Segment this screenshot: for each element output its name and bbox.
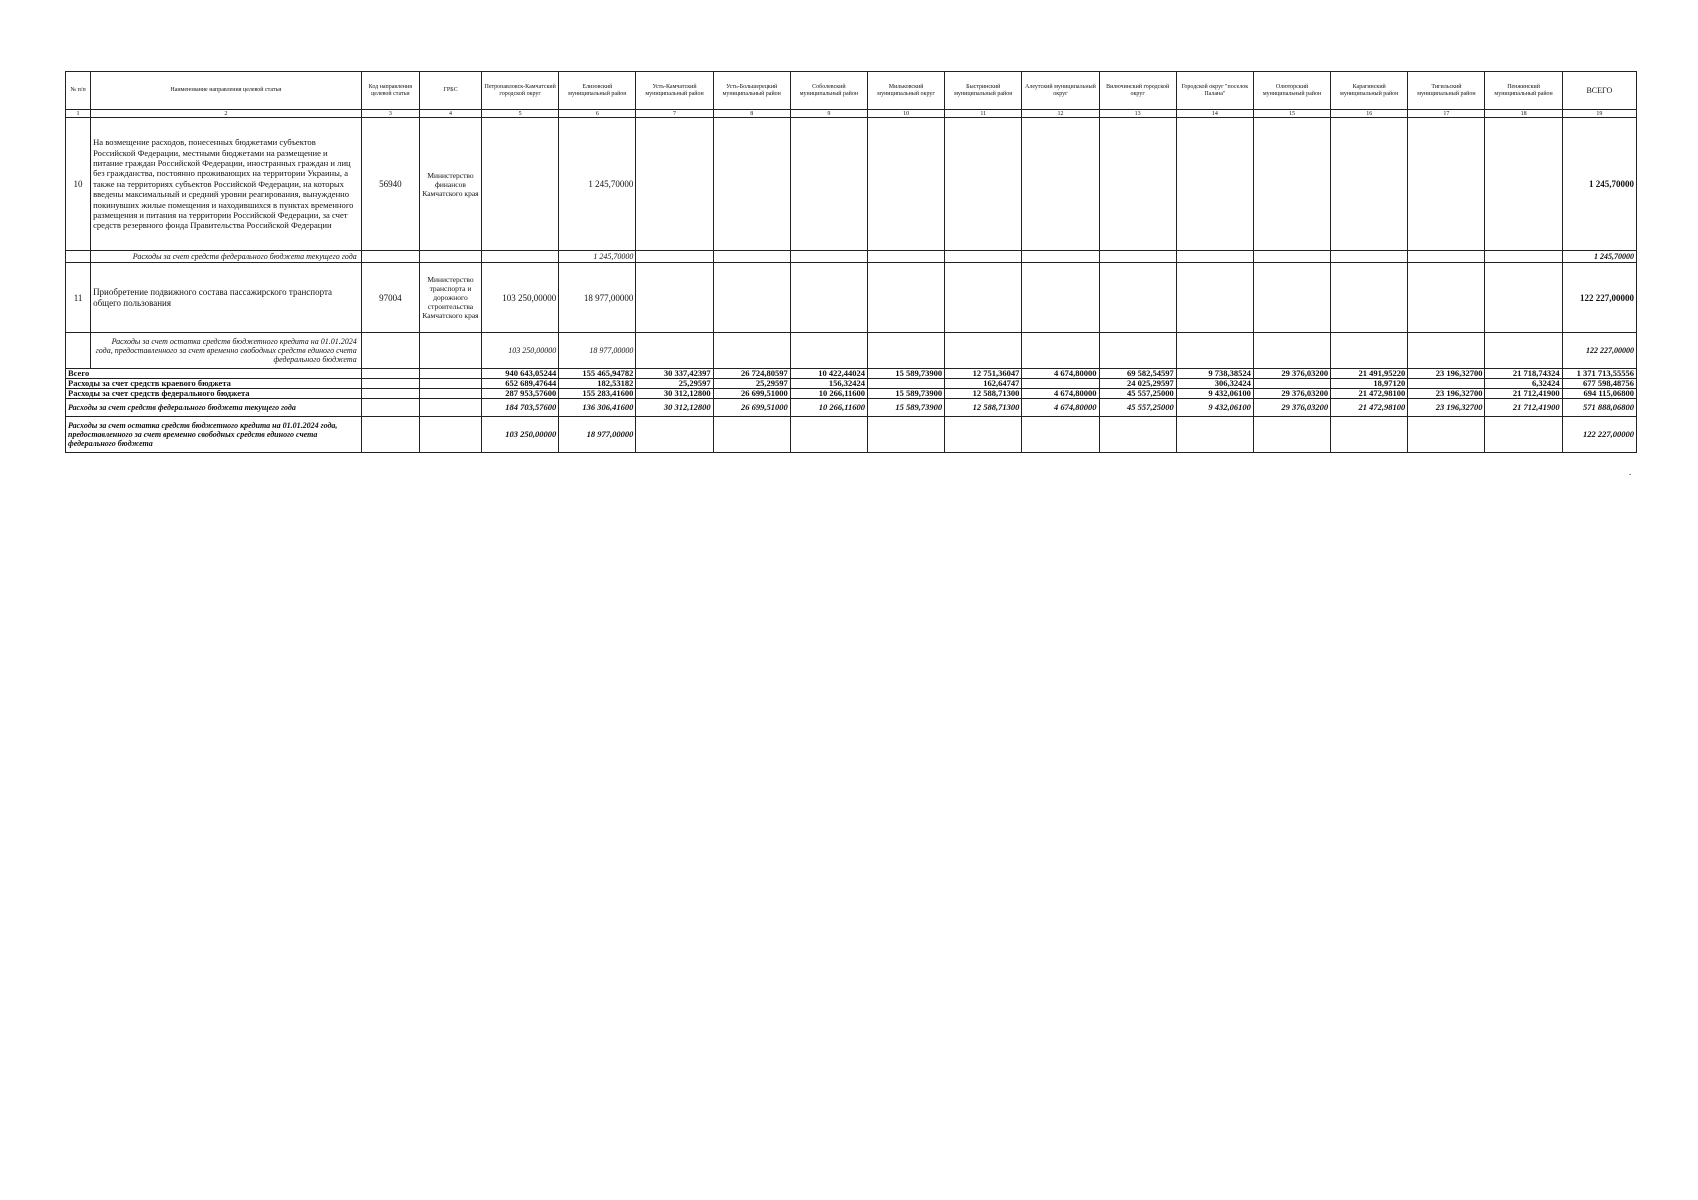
value-cell bbox=[1099, 118, 1176, 251]
value-cell bbox=[636, 118, 713, 251]
totals-value-cell: 15 589,73900 bbox=[867, 389, 944, 399]
totals-grand-total: 677 598,48756 bbox=[1562, 379, 1636, 389]
header-cell: № п/п bbox=[66, 72, 91, 110]
value-cell bbox=[1253, 333, 1330, 369]
totals-value-cell: 26 699,51000 bbox=[713, 399, 790, 417]
totals-row bbox=[66, 379, 1637, 389]
totals-label: Расходы за счет средств краевого бюджета bbox=[66, 379, 362, 389]
totals-value-cell: 21 712,41900 bbox=[1485, 399, 1562, 417]
column-number-row bbox=[66, 110, 1637, 118]
totals-value-cell: 21 718,74324 bbox=[1485, 369, 1562, 379]
totals-value-cell: 25,29597 bbox=[636, 379, 713, 389]
totals-value-cell bbox=[1176, 417, 1253, 453]
totals-value-cell bbox=[867, 379, 944, 389]
totals-value-cell: 12 588,71300 bbox=[945, 389, 1022, 399]
header-row bbox=[66, 72, 1637, 110]
value-cell bbox=[1485, 263, 1562, 333]
row-code: 97004 bbox=[361, 263, 419, 333]
value-cell bbox=[867, 333, 944, 369]
header-cell: Соболевский муниципальный район bbox=[790, 72, 867, 110]
value-cell bbox=[1099, 251, 1176, 263]
totals-value-cell: 10 266,11600 bbox=[790, 389, 867, 399]
header-cell: Алеутский муниципальный округ bbox=[1022, 72, 1099, 110]
row-grbs: Министерство финансов Камчатского края bbox=[419, 118, 481, 251]
totals-value-cell bbox=[1022, 417, 1099, 453]
value-cell bbox=[1253, 263, 1330, 333]
totals-value-cell: 30 312,12800 bbox=[636, 389, 713, 399]
table-row bbox=[66, 118, 1637, 251]
totals-value-cell bbox=[1253, 417, 1330, 453]
subrow-name: Расходы за счет остатка средств бюджетного кредита на 01.01.2024 года, предоставленного за счет временно свободных средств единого счета федерального бюджета bbox=[91, 333, 362, 369]
totals-value-cell: 9 432,06100 bbox=[1176, 399, 1253, 417]
row-number: 10 bbox=[66, 118, 91, 251]
header-cell: Карагинский муниципальный район bbox=[1331, 72, 1408, 110]
empty-cell bbox=[66, 251, 91, 263]
totals-section bbox=[66, 369, 1637, 453]
value-cell bbox=[790, 118, 867, 251]
value-cell bbox=[1099, 263, 1176, 333]
totals-grand-total: 122 227,00000 bbox=[1562, 417, 1636, 453]
empty-cell bbox=[361, 333, 419, 369]
totals-value-cell: 12 588,71300 bbox=[945, 399, 1022, 417]
column-number: 14 bbox=[1176, 110, 1253, 118]
value-cell bbox=[790, 263, 867, 333]
header-cell: Усть-Камчатский муниципальный район bbox=[636, 72, 713, 110]
value-cell bbox=[636, 263, 713, 333]
column-number: 6 bbox=[559, 110, 636, 118]
value-cell bbox=[867, 263, 944, 333]
column-number: 19 bbox=[1562, 110, 1636, 118]
subrow-name: Расходы за счет средств федерального бюджета текущего года bbox=[91, 251, 362, 263]
value-cell bbox=[945, 263, 1022, 333]
totals-row bbox=[66, 389, 1637, 399]
column-number: 9 bbox=[790, 110, 867, 118]
value-cell bbox=[1485, 333, 1562, 369]
totals-value-cell: 21 472,98100 bbox=[1331, 399, 1408, 417]
totals-value-cell: 25,29597 bbox=[713, 379, 790, 389]
totals-value-cell: 30 312,12800 bbox=[636, 399, 713, 417]
value-cell bbox=[1253, 118, 1330, 251]
totals-row bbox=[66, 399, 1637, 417]
header-cell: Усть-Большерецкий муниципальный район bbox=[713, 72, 790, 110]
value-cell bbox=[1176, 118, 1253, 251]
column-number: 5 bbox=[482, 110, 559, 118]
totals-value-cell bbox=[790, 417, 867, 453]
column-number: 17 bbox=[1408, 110, 1485, 118]
scan-mark: . bbox=[1629, 467, 1632, 477]
value-cell bbox=[1253, 251, 1330, 263]
header-cell: Мильковский муниципальный округ bbox=[867, 72, 944, 110]
column-number: 16 bbox=[1331, 110, 1408, 118]
value-cell bbox=[713, 333, 790, 369]
value-cell: 18 977,00000 bbox=[559, 263, 636, 333]
totals-value-cell: 21 712,41900 bbox=[1485, 389, 1562, 399]
budget-table bbox=[65, 71, 1637, 453]
totals-value-cell: 18 977,00000 bbox=[559, 417, 636, 453]
subrow-total: 122 227,00000 bbox=[1562, 333, 1636, 369]
value-cell: 1 245,70000 bbox=[559, 118, 636, 251]
value-cell bbox=[1485, 251, 1562, 263]
value-cell bbox=[867, 118, 944, 251]
value-cell bbox=[1176, 333, 1253, 369]
value-cell bbox=[482, 118, 559, 251]
totals-value-cell: 23 196,32700 bbox=[1408, 369, 1485, 379]
totals-label: Расходы за счет средств федерального бюджета текущего года bbox=[66, 399, 362, 417]
row-total: 122 227,00000 bbox=[1562, 263, 1636, 333]
totals-value-cell bbox=[713, 417, 790, 453]
totals-grand-total: 694 115,06800 bbox=[1562, 389, 1636, 399]
value-cell bbox=[713, 263, 790, 333]
value-cell bbox=[1022, 263, 1099, 333]
row-name: Приобретение подвижного состава пассажирского транспорта общего пользования bbox=[91, 263, 362, 333]
header-cell: Вилючинский городской округ bbox=[1099, 72, 1176, 110]
totals-value-cell: 103 250,00000 bbox=[482, 417, 559, 453]
totals-value-cell bbox=[1331, 417, 1408, 453]
value-cell bbox=[1176, 251, 1253, 263]
header-cell: Код направления целевой статьи bbox=[361, 72, 419, 110]
value-cell bbox=[636, 333, 713, 369]
header-cell: Быстринский муниципальный район bbox=[945, 72, 1022, 110]
totals-value-cell: 9 738,38524 bbox=[1176, 369, 1253, 379]
totals-value-cell: 136 306,41600 bbox=[559, 399, 636, 417]
row-total: 1 245,70000 bbox=[1562, 118, 1636, 251]
totals-value-cell bbox=[1253, 379, 1330, 389]
empty-cell bbox=[419, 417, 481, 453]
totals-value-cell: 45 557,25000 bbox=[1099, 389, 1176, 399]
value-cell: 18 977,00000 bbox=[559, 333, 636, 369]
value-cell bbox=[945, 333, 1022, 369]
empty-cell bbox=[361, 399, 419, 417]
table-subrow bbox=[66, 333, 1637, 369]
column-number: 7 bbox=[636, 110, 713, 118]
totals-grand-total: 571 888,06800 bbox=[1562, 399, 1636, 417]
value-cell bbox=[713, 118, 790, 251]
totals-grand-total: 1 371 713,55556 bbox=[1562, 369, 1636, 379]
totals-value-cell: 26 699,51000 bbox=[713, 389, 790, 399]
value-cell bbox=[790, 333, 867, 369]
empty-cell bbox=[361, 379, 419, 389]
totals-value-cell: 10 266,11600 bbox=[790, 399, 867, 417]
totals-value-cell: 24 025,29597 bbox=[1099, 379, 1176, 389]
totals-value-cell: 23 196,32700 bbox=[1408, 399, 1485, 417]
empty-cell bbox=[361, 369, 419, 379]
totals-value-cell: 45 557,25000 bbox=[1099, 399, 1176, 417]
value-cell bbox=[1022, 333, 1099, 369]
value-cell bbox=[713, 251, 790, 263]
subrow-total: 1 245,70000 bbox=[1562, 251, 1636, 263]
totals-value-cell: 29 376,03200 bbox=[1253, 369, 1330, 379]
value-cell bbox=[482, 251, 559, 263]
value-cell bbox=[1022, 251, 1099, 263]
totals-value-cell: 182,53182 bbox=[559, 379, 636, 389]
header-cell: Городской округ "поселок Палана" bbox=[1176, 72, 1253, 110]
empty-cell bbox=[361, 417, 419, 453]
totals-label: Всего bbox=[66, 369, 362, 379]
totals-row bbox=[66, 417, 1637, 453]
header-cell: Елизовский муниципальный район bbox=[559, 72, 636, 110]
totals-value-cell bbox=[1099, 417, 1176, 453]
totals-value-cell bbox=[945, 417, 1022, 453]
value-cell bbox=[945, 251, 1022, 263]
totals-value-cell: 18,97120 bbox=[1331, 379, 1408, 389]
totals-value-cell: 4 674,80000 bbox=[1022, 399, 1099, 417]
totals-value-cell: 4 674,80000 bbox=[1022, 369, 1099, 379]
column-number: 18 bbox=[1485, 110, 1562, 118]
value-cell bbox=[1331, 333, 1408, 369]
totals-value-cell: 29 376,03200 bbox=[1253, 399, 1330, 417]
value-cell bbox=[1408, 263, 1485, 333]
value-cell bbox=[1408, 251, 1485, 263]
totals-value-cell: 12 751,36047 bbox=[945, 369, 1022, 379]
row-grbs: Министерство транспорта и дорожного строительства Камчатского края bbox=[419, 263, 481, 333]
empty-cell bbox=[419, 389, 481, 399]
column-number: 1 bbox=[66, 110, 91, 118]
header-cell: Петропавловск-Камчатский городской округ bbox=[482, 72, 559, 110]
budget-table-sheet bbox=[65, 71, 1637, 453]
value-cell bbox=[1176, 263, 1253, 333]
value-cell bbox=[867, 251, 944, 263]
totals-value-cell: 184 703,57600 bbox=[482, 399, 559, 417]
totals-value-cell: 162,64747 bbox=[945, 379, 1022, 389]
totals-value-cell: 155 283,41600 bbox=[559, 389, 636, 399]
value-cell: 103 250,00000 bbox=[482, 263, 559, 333]
column-number: 13 bbox=[1099, 110, 1176, 118]
value-cell bbox=[1331, 118, 1408, 251]
totals-value-cell: 69 582,54597 bbox=[1099, 369, 1176, 379]
totals-value-cell: 26 724,80597 bbox=[713, 369, 790, 379]
totals-value-cell: 29 376,03200 bbox=[1253, 389, 1330, 399]
column-number: 4 bbox=[419, 110, 481, 118]
totals-value-cell: 6,32424 bbox=[1485, 379, 1562, 389]
totals-label: Расходы за счет средств федерального бюджета bbox=[66, 389, 362, 399]
totals-value-cell: 940 643,05244 bbox=[482, 369, 559, 379]
value-cell bbox=[1331, 263, 1408, 333]
row-name: На возмещение расходов, понесенных бюджетами субъектов Российской Федерации, местными бюджетами на размещение и питание граждан Российской Федерации, иностранных граждан и лиц без гражданства, постоянно проживающих на территории Украины, а также на территориях субъектов Российской Федерации, на которых введены максимальный и средний уровни реагирования, вынужденно покинувших жилые помещения и находившихся в пунктах временного размещения и питания на территории Российской Федерации, за счет средств резервного фонда Правительства Российской Федерации bbox=[91, 118, 362, 251]
header-cell: Олюторский муниципальный район bbox=[1253, 72, 1330, 110]
totals-value-cell: 652 689,47644 bbox=[482, 379, 559, 389]
totals-value-cell bbox=[1485, 417, 1562, 453]
totals-value-cell bbox=[867, 417, 944, 453]
column-number: 3 bbox=[361, 110, 419, 118]
column-number: 10 bbox=[867, 110, 944, 118]
empty-cell bbox=[361, 251, 419, 263]
totals-row bbox=[66, 369, 1637, 379]
header-cell: ГРБС bbox=[419, 72, 481, 110]
value-cell bbox=[1331, 251, 1408, 263]
empty-cell bbox=[419, 379, 481, 389]
totals-value-cell: 21 491,95220 bbox=[1331, 369, 1408, 379]
empty-cell bbox=[419, 333, 481, 369]
value-cell: 103 250,00000 bbox=[482, 333, 559, 369]
value-cell bbox=[945, 118, 1022, 251]
totals-value-cell bbox=[1408, 379, 1485, 389]
value-cell bbox=[1408, 118, 1485, 251]
empty-cell bbox=[361, 389, 419, 399]
column-number: 12 bbox=[1022, 110, 1099, 118]
row-code: 56940 bbox=[361, 118, 419, 251]
value-cell bbox=[790, 251, 867, 263]
totals-value-cell: 15 589,73900 bbox=[867, 399, 944, 417]
totals-value-cell: 306,32424 bbox=[1176, 379, 1253, 389]
totals-value-cell: 30 337,42397 bbox=[636, 369, 713, 379]
totals-value-cell bbox=[1408, 417, 1485, 453]
header-cell: Наименование направления целевой статьи bbox=[91, 72, 362, 110]
totals-value-cell bbox=[1022, 379, 1099, 389]
totals-value-cell: 156,32424 bbox=[790, 379, 867, 389]
totals-value-cell: 10 422,44024 bbox=[790, 369, 867, 379]
totals-value-cell: 287 953,57600 bbox=[482, 389, 559, 399]
empty-cell bbox=[66, 333, 91, 369]
header-cell: ВСЕГО bbox=[1562, 72, 1636, 110]
column-number: 2 bbox=[91, 110, 362, 118]
value-cell bbox=[1022, 118, 1099, 251]
column-number: 15 bbox=[1253, 110, 1330, 118]
table-subrow bbox=[66, 251, 1637, 263]
empty-cell bbox=[419, 399, 481, 417]
header-cell: Тигильский муниципальный район bbox=[1408, 72, 1485, 110]
empty-cell bbox=[419, 251, 481, 263]
value-cell: 1 245,70000 bbox=[559, 251, 636, 263]
empty-cell bbox=[419, 369, 481, 379]
totals-value-cell: 4 674,80000 bbox=[1022, 389, 1099, 399]
value-cell bbox=[1485, 118, 1562, 251]
row-number: 11 bbox=[66, 263, 91, 333]
totals-value-cell bbox=[636, 417, 713, 453]
totals-label: Расходы за счет остатка средств бюджетного кредита на 01.01.2024 года, предоставленного за счет временно свободных средств единого счета федерального бюджета bbox=[66, 417, 362, 453]
totals-value-cell: 9 432,06100 bbox=[1176, 389, 1253, 399]
value-cell bbox=[1408, 333, 1485, 369]
header-cell: Пенжинский муниципальный район bbox=[1485, 72, 1562, 110]
column-number: 11 bbox=[945, 110, 1022, 118]
totals-value-cell: 23 196,32700 bbox=[1408, 389, 1485, 399]
value-cell bbox=[1099, 333, 1176, 369]
totals-value-cell: 21 472,98100 bbox=[1331, 389, 1408, 399]
totals-value-cell: 155 465,94782 bbox=[559, 369, 636, 379]
value-cell bbox=[636, 251, 713, 263]
totals-value-cell: 15 589,73900 bbox=[867, 369, 944, 379]
table-row bbox=[66, 263, 1637, 333]
column-number: 8 bbox=[713, 110, 790, 118]
